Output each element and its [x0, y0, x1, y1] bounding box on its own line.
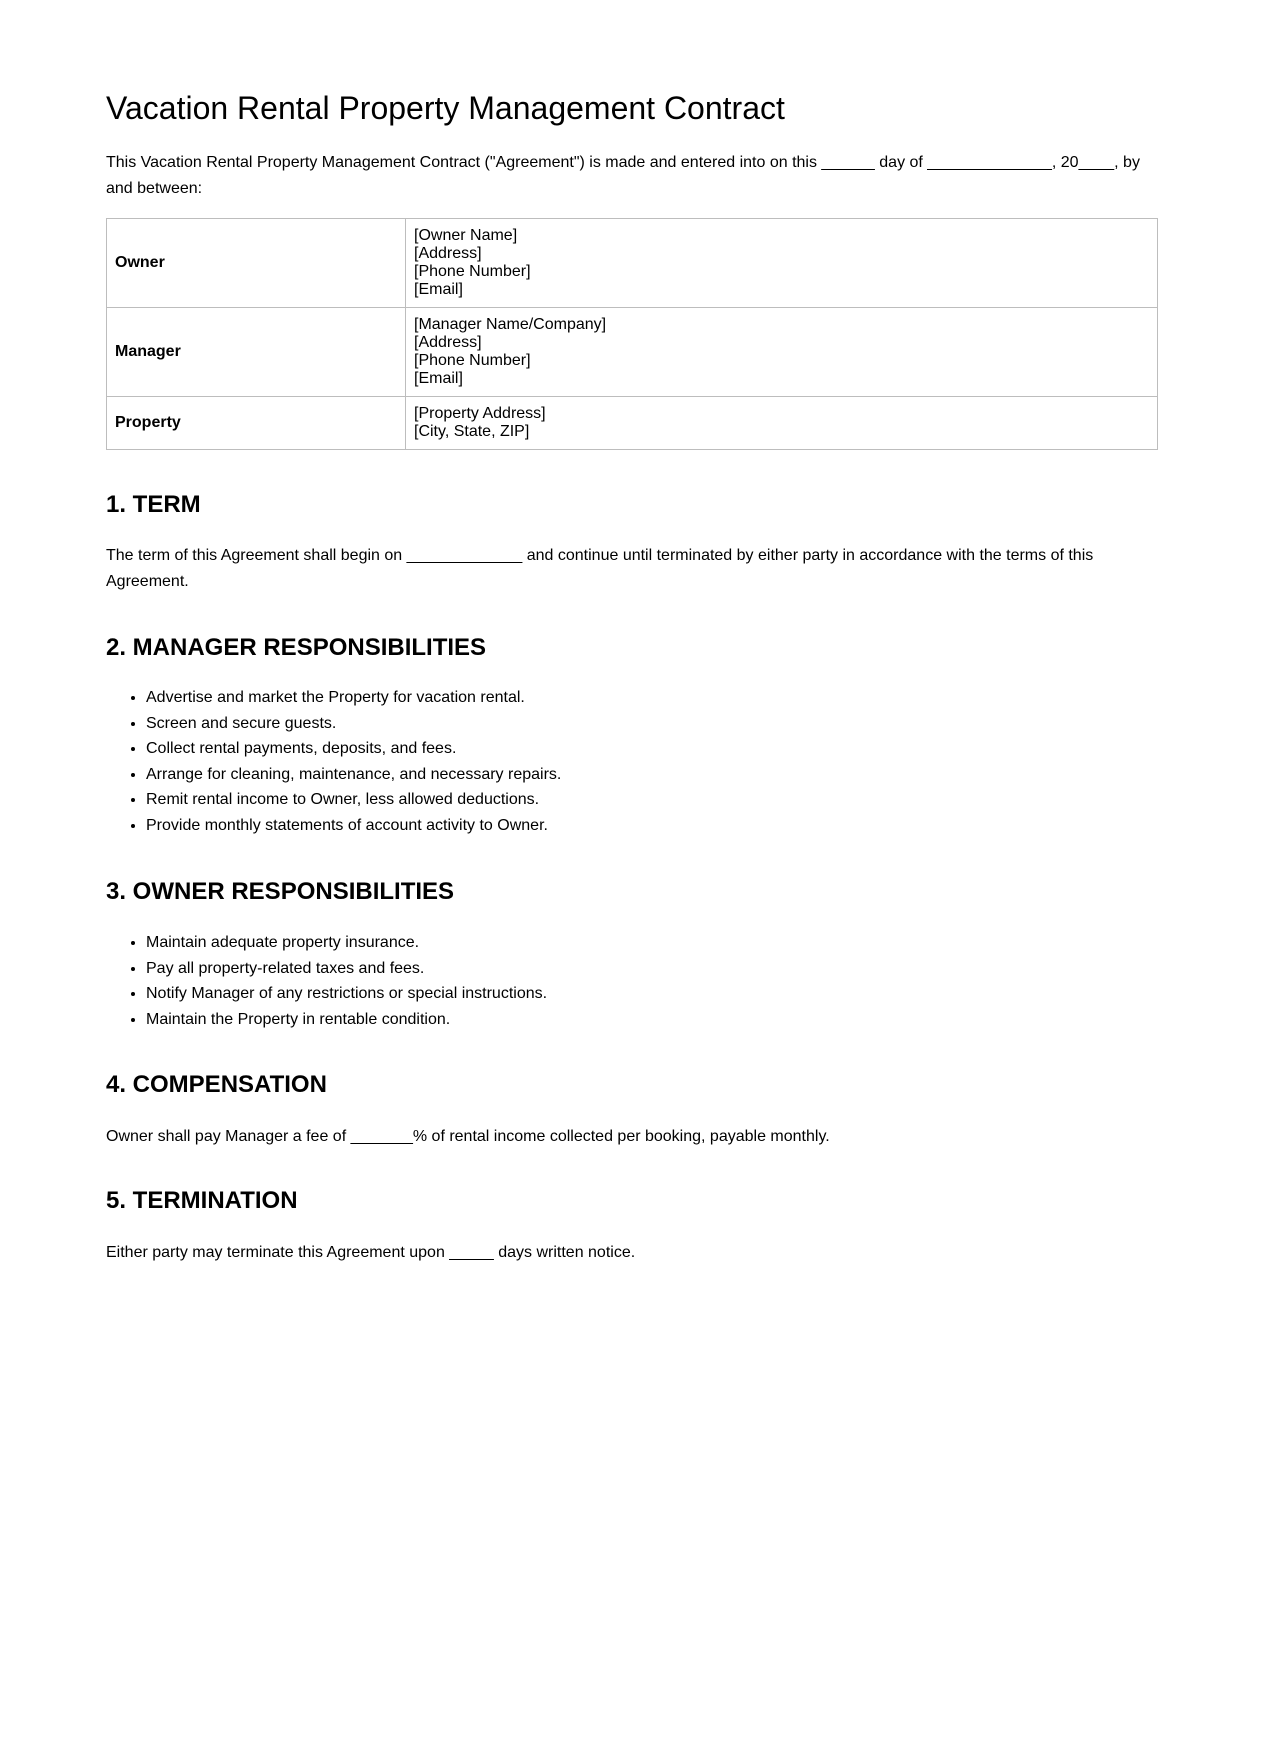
owner-address-field: [Address]: [414, 245, 482, 262]
list-item: • Maintain adequate property insurance.: [146, 930, 547, 956]
termination-paragraph: Either party may terminate this Agreement upon _____ days written notice.: [106, 1244, 636, 1261]
list-item: • Provide monthly statements of account activity to Owner.: [146, 813, 561, 839]
owner-responsibilities-list: [106, 930, 547, 1032]
party-label: Property: [107, 397, 406, 450]
section-heading-owner-responsibilities: 3. OWNER RESPONSIBILITIES: [106, 878, 455, 905]
list-item: • Arrange for cleaning, maintenance, and necessary repairs.: [146, 762, 561, 788]
table-row-property: [107, 397, 1158, 450]
list-item: • Advertise and market the Property for vacation rental.: [146, 685, 561, 711]
list-item: • Collect rental payments, deposits, and fees.: [146, 736, 561, 762]
table-row-manager: [107, 308, 1158, 397]
list-item: • Screen and secure guests.: [146, 711, 561, 737]
party-details: [406, 308, 1158, 397]
document-title: Vacation Rental Property Management Contract: [106, 90, 785, 126]
party-details: [406, 397, 1158, 450]
list-item: • Maintain the Property in rentable condition.: [146, 1007, 547, 1033]
party-label: Manager: [107, 308, 406, 397]
section-heading-compensation: 4. COMPENSATION: [106, 1071, 327, 1098]
owner-name-field: [Owner Name]: [414, 227, 518, 244]
compensation-paragraph: Owner shall pay Manager a fee of _______% of rental income collected per booking, payable monthly.: [106, 1128, 830, 1145]
party-label: Owner: [107, 219, 406, 308]
list-item: • Notify Manager of any restrictions or special instructions.: [146, 981, 547, 1007]
list-item: • Pay all property-related taxes and fees.: [146, 956, 547, 982]
manager-phone-field: [Phone Number]: [414, 352, 531, 369]
list-item: • Remit rental income to Owner, less allowed deductions.: [146, 787, 561, 813]
party-details: [406, 219, 1158, 308]
manager-email-field: [Email]: [414, 370, 463, 387]
section-heading-manager-responsibilities: 2. MANAGER RESPONSIBILITIES: [106, 634, 487, 661]
manager-name-field: [Manager Name/Company]: [414, 316, 607, 333]
term-paragraph: The term of this Agreement shall begin on _____________ and continue until terminated by either party in accordance with the terms of this Agreement.: [106, 547, 1094, 590]
table-row-owner: [107, 219, 1158, 308]
section-heading-termination: 5. TERMINATION: [106, 1187, 298, 1214]
section-heading-term: 1. TERM: [106, 491, 201, 518]
property-city-state-zip-field: [City, State, ZIP]: [414, 423, 530, 440]
manager-responsibilities-list: [106, 685, 561, 839]
intro-paragraph: This Vacation Rental Property Management Contract ("Agreement") is made and entered into on this ______ day of ______________, 20____, by and between:: [106, 154, 1140, 197]
owner-email-field: [Email]: [414, 281, 463, 298]
parties-table: [106, 218, 1158, 450]
owner-phone-field: [Phone Number]: [414, 263, 531, 280]
manager-address-field: [Address]: [414, 334, 482, 351]
property-address-field: [Property Address]: [414, 405, 546, 422]
